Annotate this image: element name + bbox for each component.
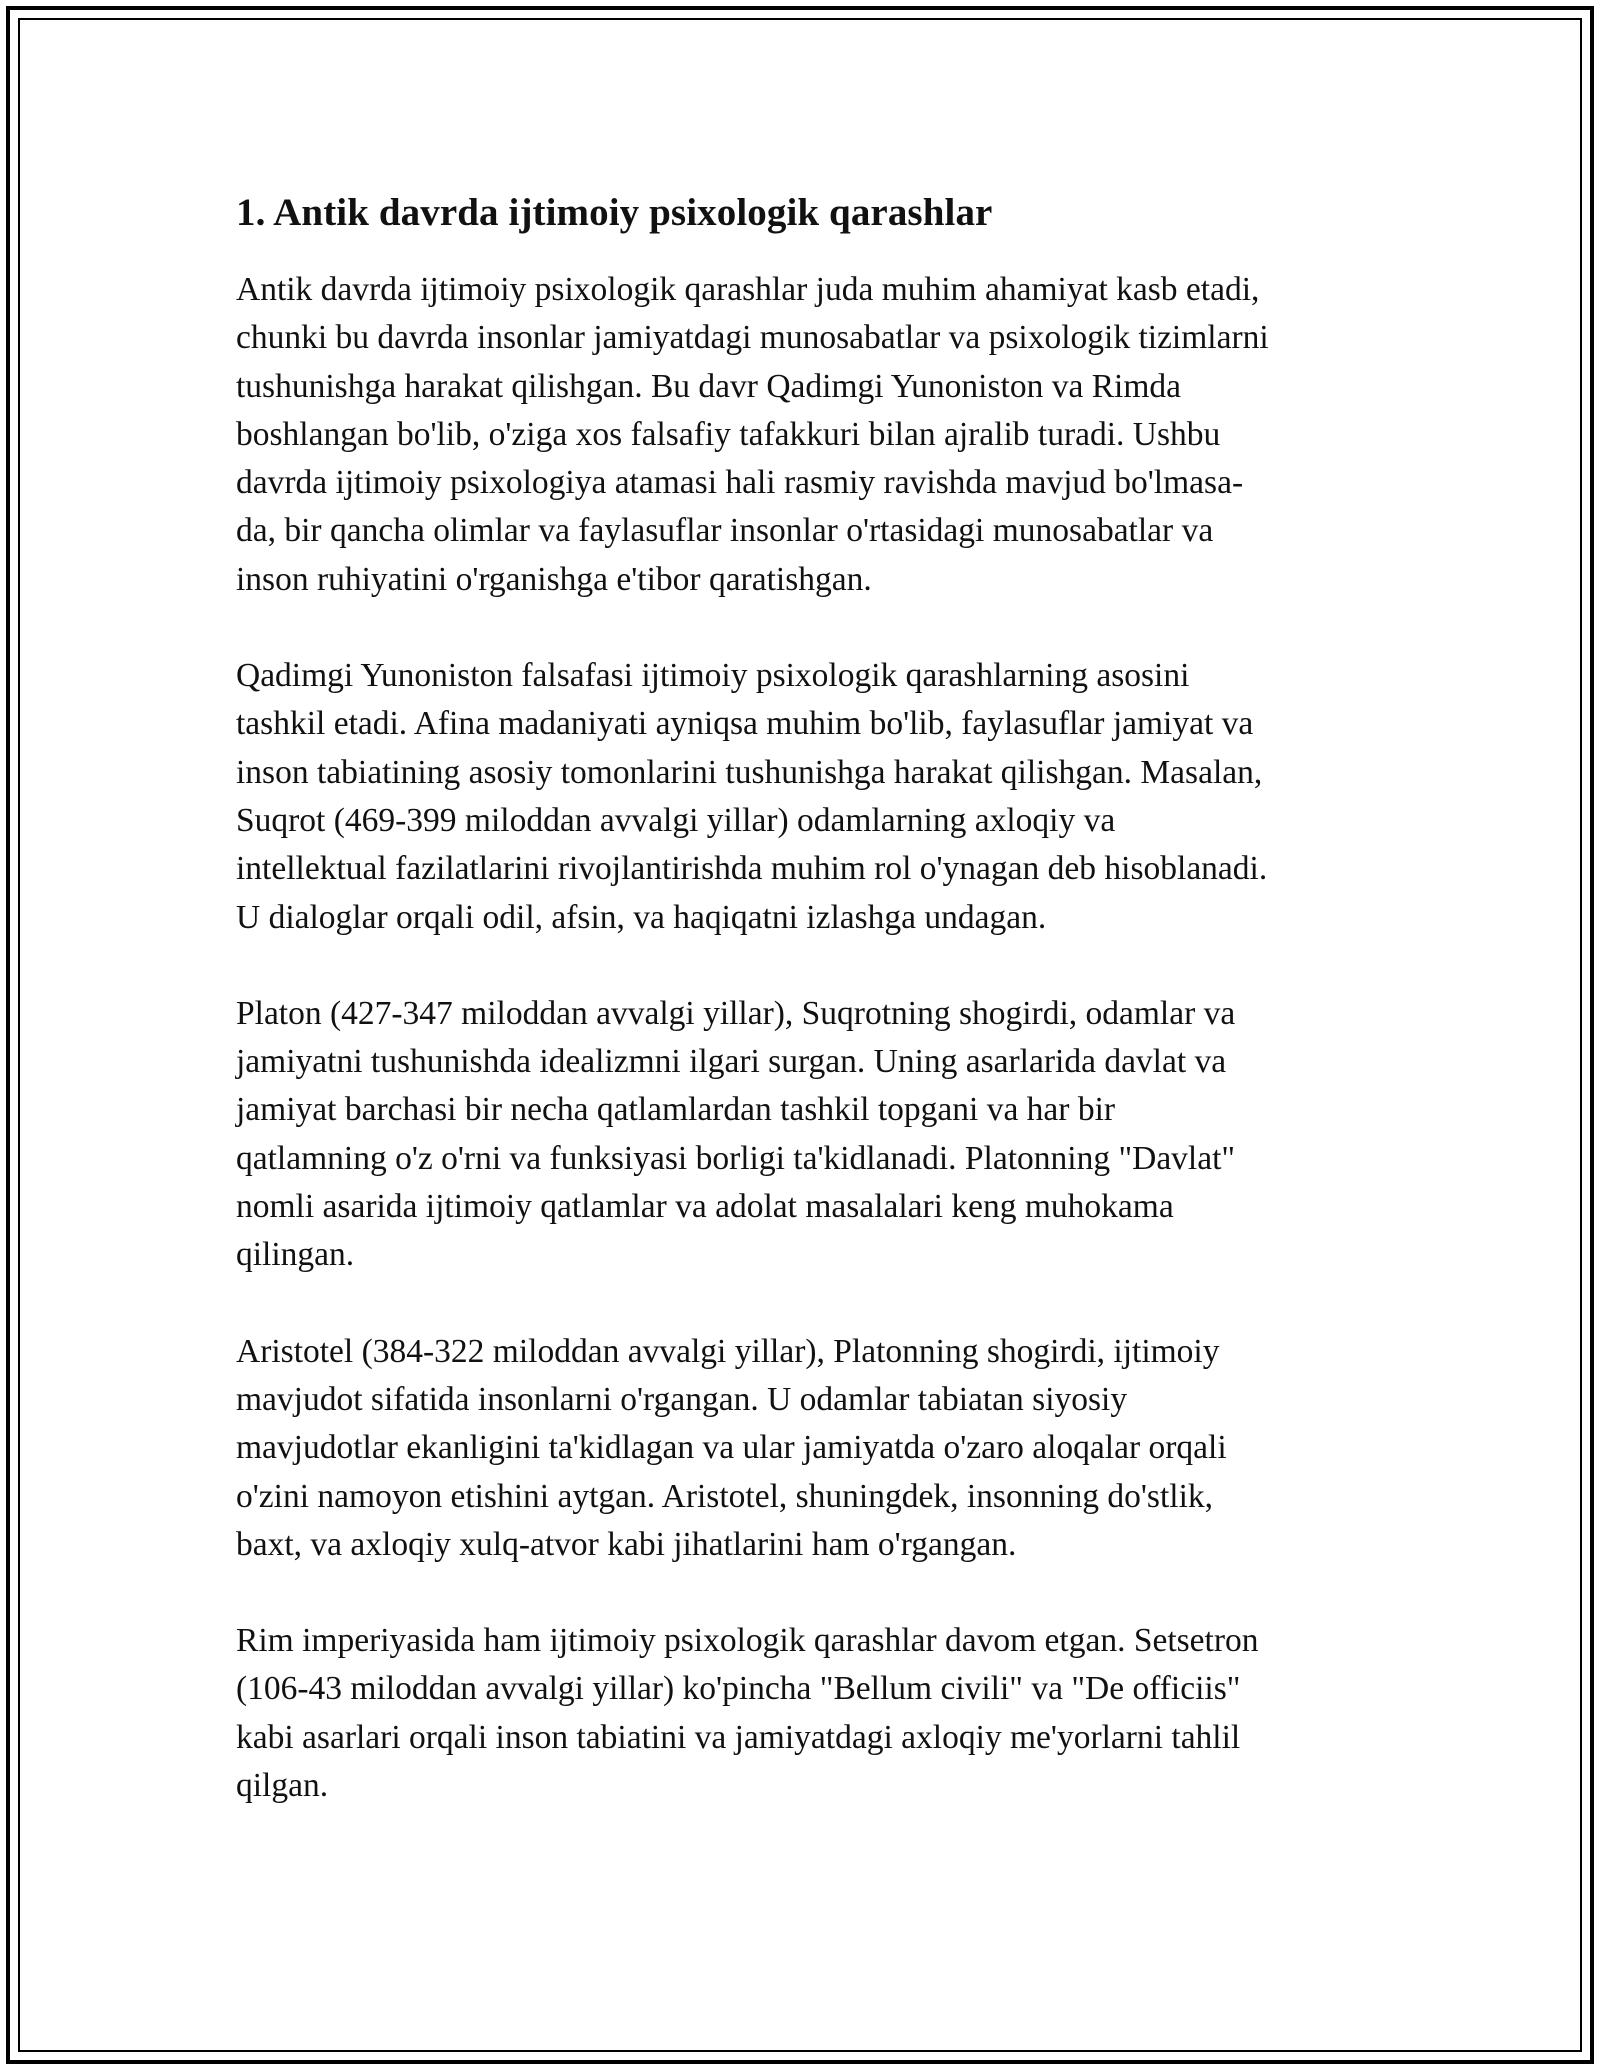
text-line: kabi asarlari orqali inson tabiatini va jamiyatdagi axloqiy me'yorlarni tahlil [236, 1718, 1241, 1756]
text-line: Suqrot (469-399 miloddan avvalgi yillar) odamlarning axloqiy va [236, 801, 1116, 839]
text-line: Aristotel (384-322 miloddan avvalgi yillar), Platonning shogirdi, ijtimoiy [236, 1332, 1220, 1370]
text-line: tashkil etadi. Afina madaniyati ayniqsa muhim bo'lib, faylasuflar jamiyat va [236, 705, 1254, 743]
text-line: Platon (427-347 miloddan avvalgi yillar), Suqrotning shogirdi, odamlar va [236, 994, 1236, 1032]
text-line: inson ruhiyatini o'rganishga e'tibor qaratishgan. [236, 560, 872, 598]
paragraph-antik-davr [236, 266, 1376, 604]
section-heading: 1. Antik davrda ijtimoiy psixologik qarashlar [236, 191, 993, 234]
text-line: Antik davrda ijtimoiy psixologik qarashlar juda muhim ahamiyat kasb etadi, [236, 271, 1260, 308]
text-line: mavjudotlar ekanligini ta'kidlagan va ular jamiyatda o'zaro aloqalar orqali [236, 1429, 1227, 1467]
paragraph-rim-imperiyasi [236, 1617, 1376, 1810]
text-line: jamiyatni tushunishda idealizmni ilgari surgan. Uning asarlarida davlat va [236, 1043, 1227, 1081]
text-line: qatlamning o'z o'rni va funksiyasi borligi ta'kidlanadi. Platonning "Davlat" [236, 1139, 1236, 1177]
text-line: boshlangan bo'lib, o'ziga xos falsafiy tafakkuri bilan ajralib turadi. Ushbu [236, 415, 1221, 453]
text-line: qilingan. [236, 1236, 355, 1274]
text-line: (106-43 miloddan avvalgi yillar) ko'pincha "Bellum civili" va "De officiis" [236, 1670, 1241, 1708]
paragraph-aristotel [236, 1328, 1376, 1569]
paragraph-qadimgi-yunoniston [236, 652, 1376, 942]
text-line: baxt, va axloqiy xulq-atvor kabi jihatlarini ham o'rgangan. [236, 1525, 1017, 1563]
paragraph-platon [236, 990, 1376, 1280]
text-line: nomli asarida ijtimoiy qatlamlar va adolat masalalari keng muhokama [236, 1188, 1174, 1226]
text-line: mavjudot sifatida insonlarni o'rgangan. U odamlar tabiatan siyosiy [236, 1380, 1128, 1418]
text-line: Rim imperiyasida ham ijtimoiy psixologik qarashlar davom etgan. Setsetron [236, 1622, 1259, 1660]
text-line: davrda ijtimoiy psixologiya atamasi hali rasmiy ravishda mavjud bo'lmasa- [236, 464, 1244, 502]
text-line: inson tabiatining asosiy tomonlarini tushunishga harakat qilishgan. Masalan, [236, 753, 1263, 791]
text-line: da, bir qancha olimlar va faylasuflar insonlar o'rtasidagi munosabatlar va [236, 512, 1214, 550]
text-line: tushunishga harakat qilishgan. Bu davr Qadimgi Yunoniston va Rimda [236, 367, 1182, 405]
text-line: qilgan. [236, 1767, 329, 1805]
text-line: chunki bu davrda insonlar jamiyatdagi munosabatlar va psixologik tizimlarni [236, 319, 1269, 357]
text-line: jamiyat barchasi bir necha qatlamlardan tashkil topgani va har bir [236, 1091, 1116, 1129]
document-body [236, 182, 1376, 1858]
text-line: o'zini namoyon etishini aytgan. Aristotel, shuningdek, insonning do'stlik, [236, 1477, 1213, 1515]
text-line: U dialoglar orqali odil, afsin, va haqiqatni izlashga undagan. [236, 898, 1047, 936]
text-line: intellektual fazilatlarini rivojlantirishda muhim rol o'ynagan deb hisoblanadi. [236, 850, 1268, 888]
text-line: Qadimgi Yunoniston falsafasi ijtimoiy psixologik qarashlarning asosini [236, 657, 1190, 695]
